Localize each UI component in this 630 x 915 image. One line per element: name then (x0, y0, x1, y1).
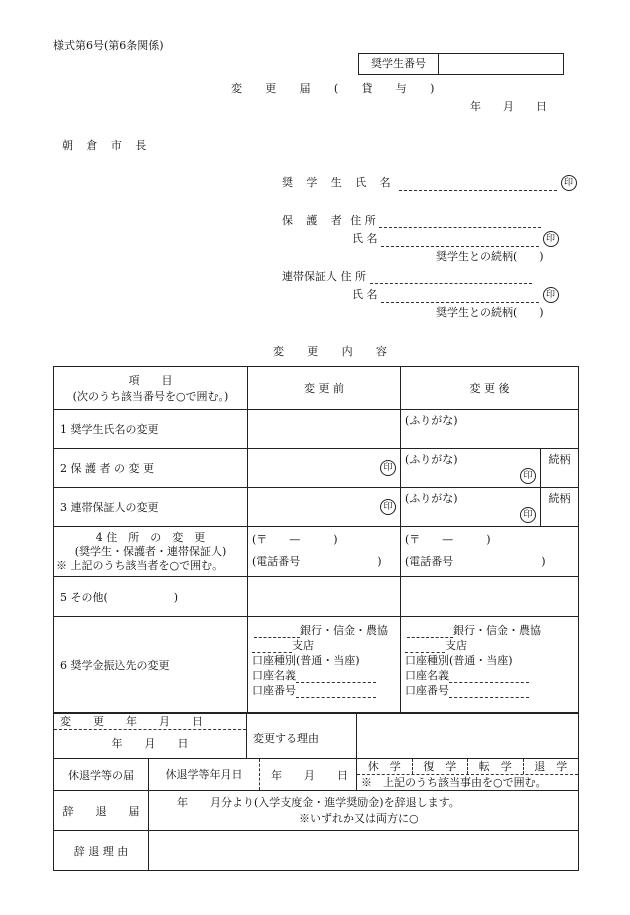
row-label: 1 奨学生氏名の変更 (54, 410, 248, 449)
section-title: 変 更 内 容 (273, 345, 397, 358)
leave-type-option[interactable]: 休 学 (357, 759, 413, 774)
relation-cell: 続柄 (541, 449, 579, 488)
table-header (54, 367, 579, 410)
change-date-label: 変 更 年 月 日 (54, 714, 246, 730)
page-title: 変 更 届 ( 貸 与 ) (231, 82, 445, 95)
guardian-address-row (282, 212, 541, 228)
after-cell[interactable]: (ふりがな) (401, 410, 579, 449)
guarantor-name-row (352, 286, 559, 303)
reason-label: 変更する理由 (247, 714, 357, 759)
seal-icon: 印 (520, 507, 536, 523)
seal-icon: 印 (543, 231, 559, 247)
row-label: 4 住 所 の 変 更 (奨学生・保護者・連帯保証人) ※ 上記のうち該当者を○で囲む。 (54, 527, 248, 577)
guardian-address-label: 住 所 (350, 214, 376, 227)
table-row (54, 617, 579, 713)
leave-row (54, 759, 579, 791)
before-cell[interactable] (248, 410, 401, 449)
guardian-label: 保 護 者 (282, 214, 347, 227)
guarantor-address-field[interactable] (370, 272, 532, 284)
after-cell[interactable]: 銀行・信金・農協 支店 口座種別(普通・当座) 口座名義 口座番号 (401, 617, 579, 713)
guardian-address-field[interactable] (379, 216, 541, 228)
table-row (54, 488, 579, 527)
after-cell[interactable]: (〒 — ) (電話番号 ) (401, 527, 579, 577)
guarantor-label: 連帯保証人 (282, 270, 337, 283)
seal-icon: 印 (561, 175, 577, 191)
before-cell[interactable] (248, 449, 401, 488)
after-cell[interactable]: (ふりがな) 印 (401, 488, 541, 527)
row-label: 3 連帯保証人の変更 (54, 488, 248, 527)
guardian-name-field[interactable] (381, 235, 539, 247)
row-label: 6 奨学金振込先の変更 (54, 617, 248, 713)
before-header: 変 更 前 (248, 367, 401, 410)
table-row (54, 577, 579, 617)
row-label: 2 保 護 者 の 変 更 (54, 449, 248, 488)
change-date-cell (54, 714, 247, 759)
leave-date-cell (149, 759, 357, 791)
guardian-relation: 奨学生との続柄( ) (436, 250, 544, 263)
leave-label: 休退学等の届 (54, 759, 149, 791)
resign-row (54, 791, 579, 831)
change-table (53, 366, 579, 713)
after-header: 変 更 後 (401, 367, 579, 410)
leave-date-value[interactable]: 年 月 日 (271, 768, 348, 782)
item-header: 項 目 (次のうち該当番号を○で囲む。) (54, 367, 248, 410)
leave-type-cell (357, 759, 579, 791)
form-label: 様式第6号(第6条関係) (53, 39, 164, 52)
seal-icon: 印 (380, 460, 396, 476)
before-cell[interactable]: 銀行・信金・農協 支店 口座種別(普通・当座) 口座名義 口座番号 (248, 617, 401, 713)
date-line: 年 月 日 (470, 100, 547, 113)
after-cell[interactable] (401, 577, 579, 617)
leave-type-option[interactable]: 転 学 (468, 759, 524, 774)
leave-date-label: 休退学等年月日 (149, 759, 260, 790)
seal-icon: 印 (543, 287, 559, 303)
guardian-name-label: 氏 名 (352, 232, 378, 245)
leave-note: ※ 上記のうち該当事由を○で囲む。 (361, 776, 547, 789)
resign-text: 年 月分より(入学支度金・進学奨励金)を辞退します。 (177, 795, 460, 809)
resign-note: ※いずれか又は両方に○ (299, 811, 419, 825)
resign-reason-field[interactable] (149, 831, 579, 871)
student-number-field[interactable] (439, 54, 563, 74)
guarantor-name-field[interactable] (381, 291, 539, 303)
change-date-value[interactable]: 年 月 日 (111, 737, 189, 750)
resign-reason-label: 辞 退 理 由 (54, 831, 149, 871)
before-cell[interactable] (248, 577, 401, 617)
guarantor-name-label: 氏 名 (352, 288, 378, 301)
leave-type-option[interactable]: 復 学 (413, 759, 469, 774)
seal-icon: 印 (520, 468, 536, 484)
guarantor-address-label: 住 所 (340, 270, 366, 283)
student-number-box (358, 53, 564, 75)
guarantor-address-row (282, 268, 532, 284)
bottom-table (53, 713, 579, 871)
recipient: 朝 倉 市 長 (62, 139, 152, 152)
table-row (54, 527, 579, 577)
student-number-label: 奨学生番号 (359, 54, 439, 74)
resign-text-cell[interactable] (149, 791, 579, 831)
guarantor-relation: 奨学生との続柄( ) (436, 306, 544, 319)
reason-field[interactable] (357, 714, 579, 759)
resign-reason-row (54, 831, 579, 871)
seal-icon: 印 (380, 499, 396, 515)
change-date-row (54, 714, 579, 759)
before-cell[interactable] (248, 488, 401, 527)
table-row (54, 449, 579, 488)
relation-cell: 続柄 (541, 488, 579, 527)
guardian-name-row (352, 230, 559, 247)
table-row (54, 410, 579, 449)
before-cell[interactable]: (〒 — ) (電話番号 ) (248, 527, 401, 577)
student-name-row (282, 174, 577, 191)
resign-label: 辞 退 届 (54, 791, 149, 831)
leave-type-option[interactable]: 退 学 (534, 760, 568, 773)
after-cell[interactable]: (ふりがな) 印 (401, 449, 541, 488)
student-name-field[interactable] (399, 179, 557, 191)
row-label: 5 その他( ) (54, 577, 248, 617)
student-name-label: 奨 学 生 氏 名 (282, 176, 396, 189)
